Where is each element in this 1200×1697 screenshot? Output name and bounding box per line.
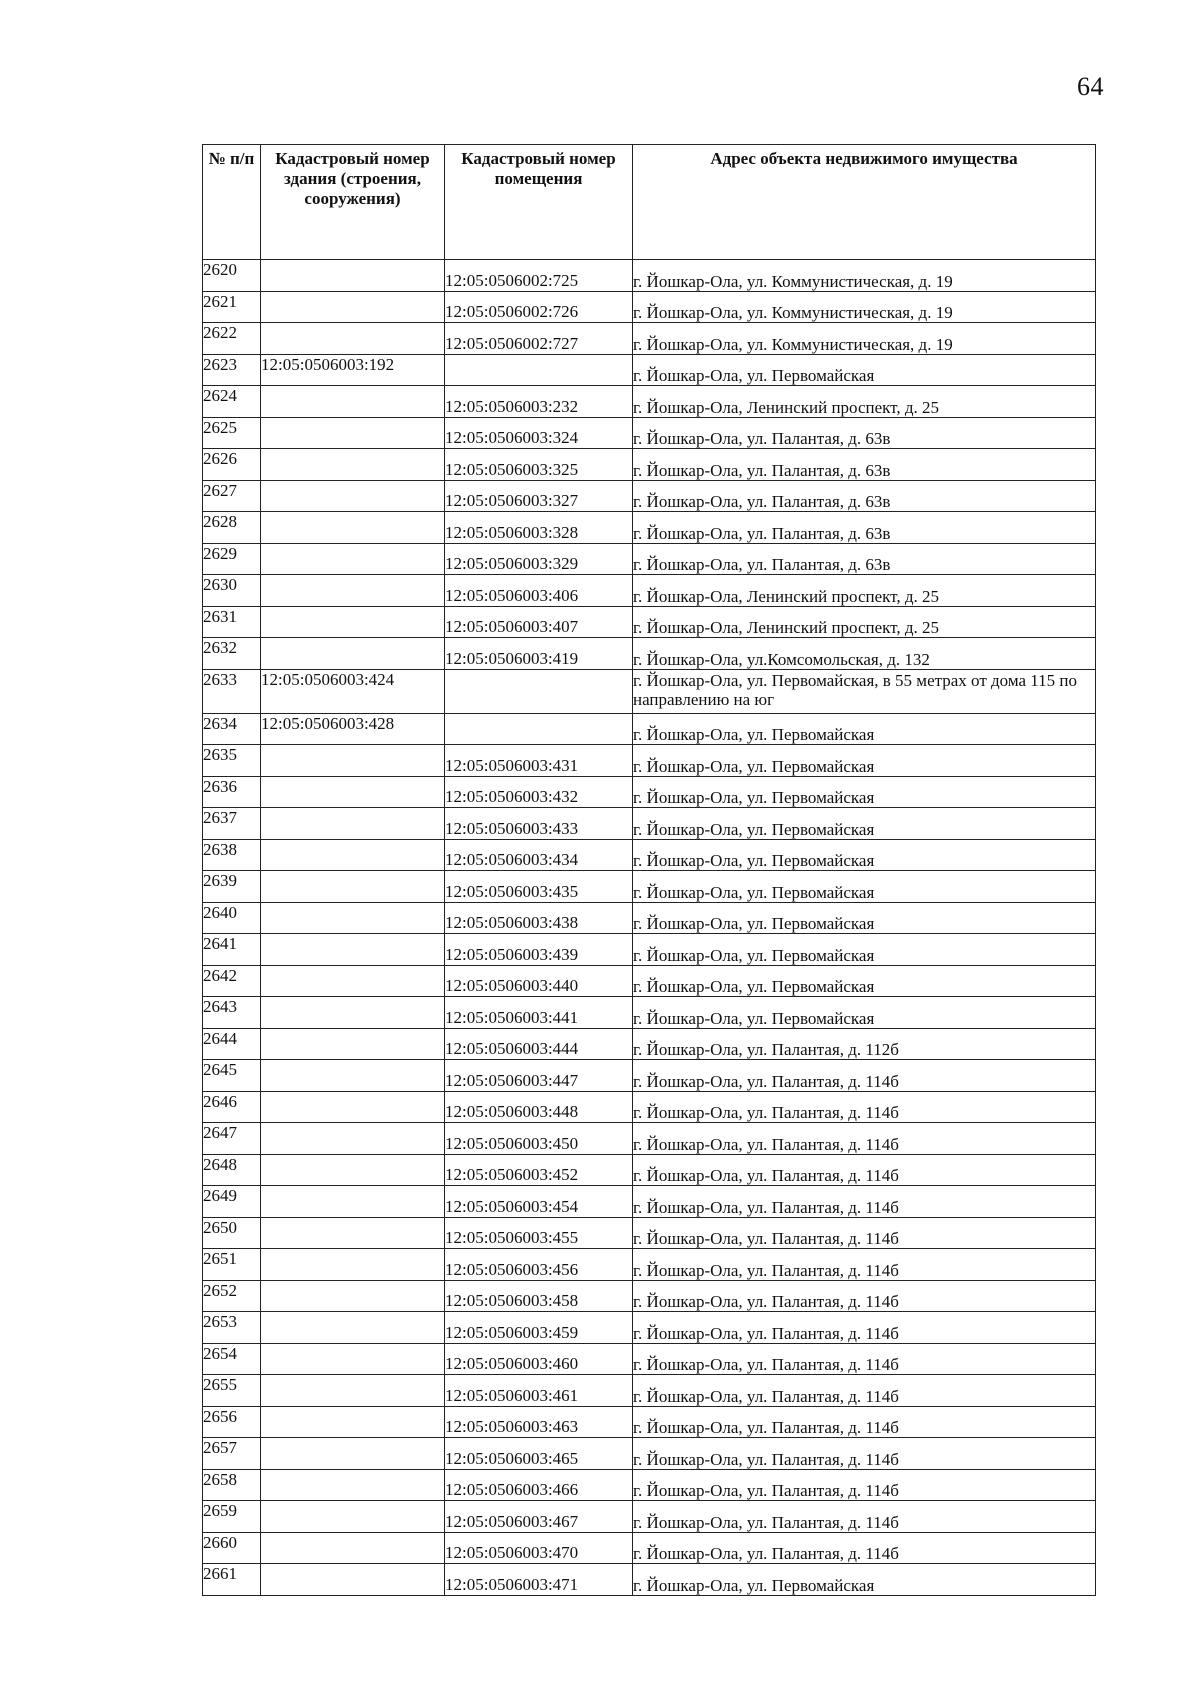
cell-room-cadastral: 12:05:0506003:432 [445,776,633,808]
cell-room-cadastral: 12:05:0506003:433 [445,808,633,840]
table-row [203,669,1096,713]
cell-row-number: 2626 [203,449,261,481]
cell-row-number: 2651 [203,1249,261,1281]
cell-room-cadastral: 12:05:0506003:444 [445,1028,633,1060]
cell-row-number: 2620 [203,260,261,292]
cell-building-cadastral [261,291,445,323]
table-row [203,417,1096,449]
table-row [203,1091,1096,1123]
cell-row-number: 2647 [203,1123,261,1155]
cell-building-cadastral [261,1406,445,1438]
cell-row-number: 2631 [203,606,261,638]
cell-building-cadastral [261,902,445,934]
cell-address: г. Йошкар-Ола, Ленинский проспект, д. 25 [633,606,1096,638]
cell-address: г. Йошкар-Ола, ул. Первомайская [633,902,1096,934]
cell-address: г. Йошкар-Ола, ул. Палантая, д. 114б [633,1406,1096,1438]
table-row [203,606,1096,638]
table-row [203,1312,1096,1344]
table-row [203,1375,1096,1407]
cell-row-number: 2638 [203,839,261,871]
table-row [203,1028,1096,1060]
cell-address: г. Йошкар-Ола, ул. Коммунистическая, д. 19 [633,323,1096,355]
cell-row-number: 2625 [203,417,261,449]
cell-address: г. Йошкар-Ола, ул. Палантая, д. 114б [633,1123,1096,1155]
cell-building-cadastral [261,1154,445,1186]
cell-address: г. Йошкар-Ола, ул. Первомайская [633,745,1096,777]
cell-room-cadastral: 12:05:0506002:727 [445,323,633,355]
cell-row-number: 2645 [203,1060,261,1092]
cell-room-cadastral: 12:05:0506003:470 [445,1532,633,1564]
cell-building-cadastral [261,1343,445,1375]
table-row [203,1438,1096,1470]
cell-building-cadastral [261,997,445,1029]
cell-row-number: 2650 [203,1217,261,1249]
cell-building-cadastral [261,260,445,292]
table-row [203,997,1096,1029]
cell-address: г. Йошкар-Ола, ул. Первомайская [633,871,1096,903]
cell-room-cadastral: 12:05:0506003:455 [445,1217,633,1249]
cell-row-number: 2648 [203,1154,261,1186]
table-row [203,776,1096,808]
cell-row-number: 2639 [203,871,261,903]
cell-building-cadastral [261,934,445,966]
cell-room-cadastral [445,713,633,745]
header-address: Адрес объекта недвижимого имущества [633,145,1096,260]
cell-address: г. Йошкар-Ола, ул. Первомайская, в 55 метрах от дома 115 по направлению на юг [633,669,1096,713]
cell-address: г. Йошкар-Ола, ул. Палантая, д. 114б [633,1154,1096,1186]
cell-building-cadastral [261,1375,445,1407]
cell-address: г. Йошкар-Ола, ул. Палантая, д. 114б [633,1280,1096,1312]
table-row [203,291,1096,323]
cell-address: г. Йошкар-Ола, ул. Палантая, д. 63в [633,543,1096,575]
cell-building-cadastral [261,417,445,449]
cell-room-cadastral: 12:05:0506003:463 [445,1406,633,1438]
header-building-cadastral: Кадастровый номер здания (строения, сооружения) [261,145,445,260]
cell-building-cadastral [261,1123,445,1155]
table-row [203,1469,1096,1501]
cell-building-cadastral [261,543,445,575]
cell-building-cadastral [261,1028,445,1060]
table-row [203,902,1096,934]
cell-address: г. Йошкар-Ола, ул. Палантая, д. 114б [633,1501,1096,1533]
cell-row-number: 2622 [203,323,261,355]
cell-room-cadastral: 12:05:0506003:434 [445,839,633,871]
cell-address: г. Йошкар-Ола, ул. Палантая, д. 114б [633,1217,1096,1249]
cell-row-number: 2630 [203,575,261,607]
cell-room-cadastral: 12:05:0506003:467 [445,1501,633,1533]
table-row [203,871,1096,903]
cell-row-number: 2636 [203,776,261,808]
cell-building-cadastral [261,575,445,607]
cell-address: г. Йошкар-Ола, ул. Коммунистическая, д. 19 [633,291,1096,323]
cell-row-number: 2652 [203,1280,261,1312]
cell-building-cadastral [261,323,445,355]
cell-room-cadastral: 12:05:0506003:407 [445,606,633,638]
header-num: № п/п [203,145,261,260]
cell-row-number: 2646 [203,1091,261,1123]
cell-row-number: 2656 [203,1406,261,1438]
table-row [203,1501,1096,1533]
cell-building-cadastral [261,1312,445,1344]
table-row [203,934,1096,966]
cell-building-cadastral [261,1501,445,1533]
table-row [203,839,1096,871]
cell-building-cadastral [261,871,445,903]
cell-row-number: 2644 [203,1028,261,1060]
cell-row-number: 2657 [203,1438,261,1470]
cell-address: г. Йошкар-Ола, ул. Коммунистическая, д. 19 [633,260,1096,292]
table-row [203,1532,1096,1564]
cell-building-cadastral [261,776,445,808]
table-row [203,512,1096,544]
cell-address: г. Йошкар-Ола, Ленинский проспект, д. 25 [633,386,1096,418]
table-row [203,354,1096,386]
cell-room-cadastral: 12:05:0506003:325 [445,449,633,481]
cell-room-cadastral: 12:05:0506003:232 [445,386,633,418]
cell-building-cadastral [261,480,445,512]
cell-row-number: 2654 [203,1343,261,1375]
cell-row-number: 2658 [203,1469,261,1501]
page-number: 64 [1077,72,1104,101]
cell-address: г. Йошкар-Ола, ул. Палантая, д. 114б [633,1343,1096,1375]
cell-address: г. Йошкар-Ола, ул. Палантая, д. 112б [633,1028,1096,1060]
table-row [203,1060,1096,1092]
table-row [203,1217,1096,1249]
cell-row-number: 2660 [203,1532,261,1564]
cell-row-number: 2659 [203,1501,261,1533]
cell-building-cadastral [261,386,445,418]
cell-address: г. Йошкар-Ола, ул. Первомайская [633,1564,1096,1596]
table-header [203,145,1096,260]
cell-room-cadastral: 12:05:0506003:471 [445,1564,633,1596]
cell-address: г. Йошкар-Ола, ул. Палантая, д. 114б [633,1249,1096,1281]
table-row [203,1564,1096,1596]
cell-address: г. Йошкар-Ола, ул. Палантая, д. 114б [633,1532,1096,1564]
cell-building-cadastral [261,965,445,997]
header-room-cadastral: Кадастровый номер помещения [445,145,633,260]
cell-address: г. Йошкар-Ола, ул. Палантая, д. 114б [633,1060,1096,1092]
cell-address: г. Йошкар-Ола, ул. Первомайская [633,934,1096,966]
cell-address: г. Йошкар-Ола, ул.Комсомольская, д. 132 [633,638,1096,670]
cell-address: г. Йошкар-Ола, ул. Палантая, д. 114б [633,1469,1096,1501]
cell-row-number: 2627 [203,480,261,512]
cell-row-number: 2633 [203,669,261,713]
cell-row-number: 2624 [203,386,261,418]
cell-building-cadastral [261,1532,445,1564]
cell-room-cadastral: 12:05:0506003:460 [445,1343,633,1375]
cell-room-cadastral: 12:05:0506003:328 [445,512,633,544]
cell-building-cadastral [261,1091,445,1123]
cell-row-number: 2641 [203,934,261,966]
cell-room-cadastral: 12:05:0506002:726 [445,291,633,323]
cell-building-cadastral [261,1186,445,1218]
cell-address: г. Йошкар-Ола, ул. Первомайская [633,713,1096,745]
cell-address: г. Йошкар-Ола, ул. Первомайская [633,808,1096,840]
table-row [203,480,1096,512]
cell-row-number: 2628 [203,512,261,544]
cell-address: г. Йошкар-Ола, ул. Первомайская [633,965,1096,997]
cell-row-number: 2621 [203,291,261,323]
cell-room-cadastral: 12:05:0506003:450 [445,1123,633,1155]
cell-room-cadastral: 12:05:0506003:448 [445,1091,633,1123]
cell-row-number: 2634 [203,713,261,745]
table-row [203,965,1096,997]
cell-room-cadastral: 12:05:0506003:452 [445,1154,633,1186]
cell-building-cadastral [261,1438,445,1470]
cell-building-cadastral [261,606,445,638]
cell-address: г. Йошкар-Ола, ул. Палантая, д. 63в [633,417,1096,449]
table-row [203,808,1096,840]
cell-room-cadastral: 12:05:0506003:441 [445,997,633,1029]
cell-room-cadastral: 12:05:0506003:458 [445,1280,633,1312]
cell-row-number: 2632 [203,638,261,670]
cell-room-cadastral [445,669,633,713]
cell-room-cadastral: 12:05:0506003:459 [445,1312,633,1344]
cell-building-cadastral [261,1060,445,1092]
cell-building-cadastral: 12:05:0506003:424 [261,669,445,713]
cell-address: г. Йошкар-Ола, ул. Первомайская [633,354,1096,386]
table-row [203,1343,1096,1375]
table-row [203,1186,1096,1218]
cell-room-cadastral: 12:05:0506003:456 [445,1249,633,1281]
cell-row-number: 2635 [203,745,261,777]
cell-address: г. Йошкар-Ола, ул. Палантая, д. 114б [633,1312,1096,1344]
cell-building-cadastral [261,745,445,777]
cell-room-cadastral: 12:05:0506003:461 [445,1375,633,1407]
cell-row-number: 2642 [203,965,261,997]
cell-building-cadastral [261,839,445,871]
table-row [203,1154,1096,1186]
table-row [203,575,1096,607]
table-row [203,713,1096,745]
table-row [203,449,1096,481]
table-row [203,1406,1096,1438]
cell-building-cadastral [261,1280,445,1312]
cell-row-number: 2623 [203,354,261,386]
cell-address: г. Йошкар-Ола, ул. Палантая, д. 63в [633,449,1096,481]
table-row [203,543,1096,575]
cell-room-cadastral: 12:05:0506003:324 [445,417,633,449]
cell-row-number: 2643 [203,997,261,1029]
table-row [203,260,1096,292]
cell-row-number: 2655 [203,1375,261,1407]
cell-room-cadastral: 12:05:0506003:454 [445,1186,633,1218]
cell-address: г. Йошкар-Ола, ул. Первомайская [633,839,1096,871]
cell-row-number: 2640 [203,902,261,934]
property-registry-table [202,144,1096,1596]
cell-room-cadastral: 12:05:0506003:419 [445,638,633,670]
cell-address: г. Йошкар-Ола, ул. Палантая, д. 63в [633,512,1096,544]
table-row [203,1249,1096,1281]
cell-row-number: 2637 [203,808,261,840]
cell-address: г. Йошкар-Ола, ул. Палантая, д. 114б [633,1091,1096,1123]
table-row [203,638,1096,670]
table-row [203,1280,1096,1312]
cell-building-cadastral [261,449,445,481]
cell-building-cadastral [261,1469,445,1501]
cell-address: г. Йошкар-Ола, ул. Палантая, д. 114б [633,1186,1096,1218]
cell-room-cadastral: 12:05:0506003:465 [445,1438,633,1470]
cell-row-number: 2653 [203,1312,261,1344]
cell-building-cadastral [261,1217,445,1249]
cell-room-cadastral: 12:05:0506003:466 [445,1469,633,1501]
cell-room-cadastral: 12:05:0506002:725 [445,260,633,292]
cell-building-cadastral [261,512,445,544]
cell-room-cadastral: 12:05:0506003:327 [445,480,633,512]
cell-room-cadastral: 12:05:0506003:406 [445,575,633,607]
cell-address: г. Йошкар-Ола, ул. Палантая, д. 63в [633,480,1096,512]
cell-building-cadastral [261,1564,445,1596]
table-body [203,260,1096,1596]
cell-building-cadastral [261,808,445,840]
table-row [203,323,1096,355]
cell-room-cadastral: 12:05:0506003:438 [445,902,633,934]
cell-row-number: 2661 [203,1564,261,1596]
cell-room-cadastral: 12:05:0506003:440 [445,965,633,997]
table-row [203,1123,1096,1155]
cell-room-cadastral: 12:05:0506003:439 [445,934,633,966]
cell-room-cadastral: 12:05:0506003:431 [445,745,633,777]
cell-room-cadastral: 12:05:0506003:435 [445,871,633,903]
cell-address: г. Йошкар-Ола, ул. Первомайская [633,997,1096,1029]
cell-room-cadastral: 12:05:0506003:329 [445,543,633,575]
table-row [203,386,1096,418]
cell-room-cadastral [445,354,633,386]
cell-building-cadastral [261,1249,445,1281]
cell-row-number: 2649 [203,1186,261,1218]
cell-room-cadastral: 12:05:0506003:447 [445,1060,633,1092]
cell-building-cadastral: 12:05:0506003:428 [261,713,445,745]
cell-address: г. Йошкар-Ола, ул. Первомайская [633,776,1096,808]
cell-address: г. Йошкар-Ола, Ленинский проспект, д. 25 [633,575,1096,607]
cell-building-cadastral [261,638,445,670]
cell-address: г. Йошкар-Ола, ул. Палантая, д. 114б [633,1375,1096,1407]
cell-row-number: 2629 [203,543,261,575]
cell-address: г. Йошкар-Ола, ул. Палантая, д. 114б [633,1438,1096,1470]
table-row [203,745,1096,777]
cell-building-cadastral: 12:05:0506003:192 [261,354,445,386]
